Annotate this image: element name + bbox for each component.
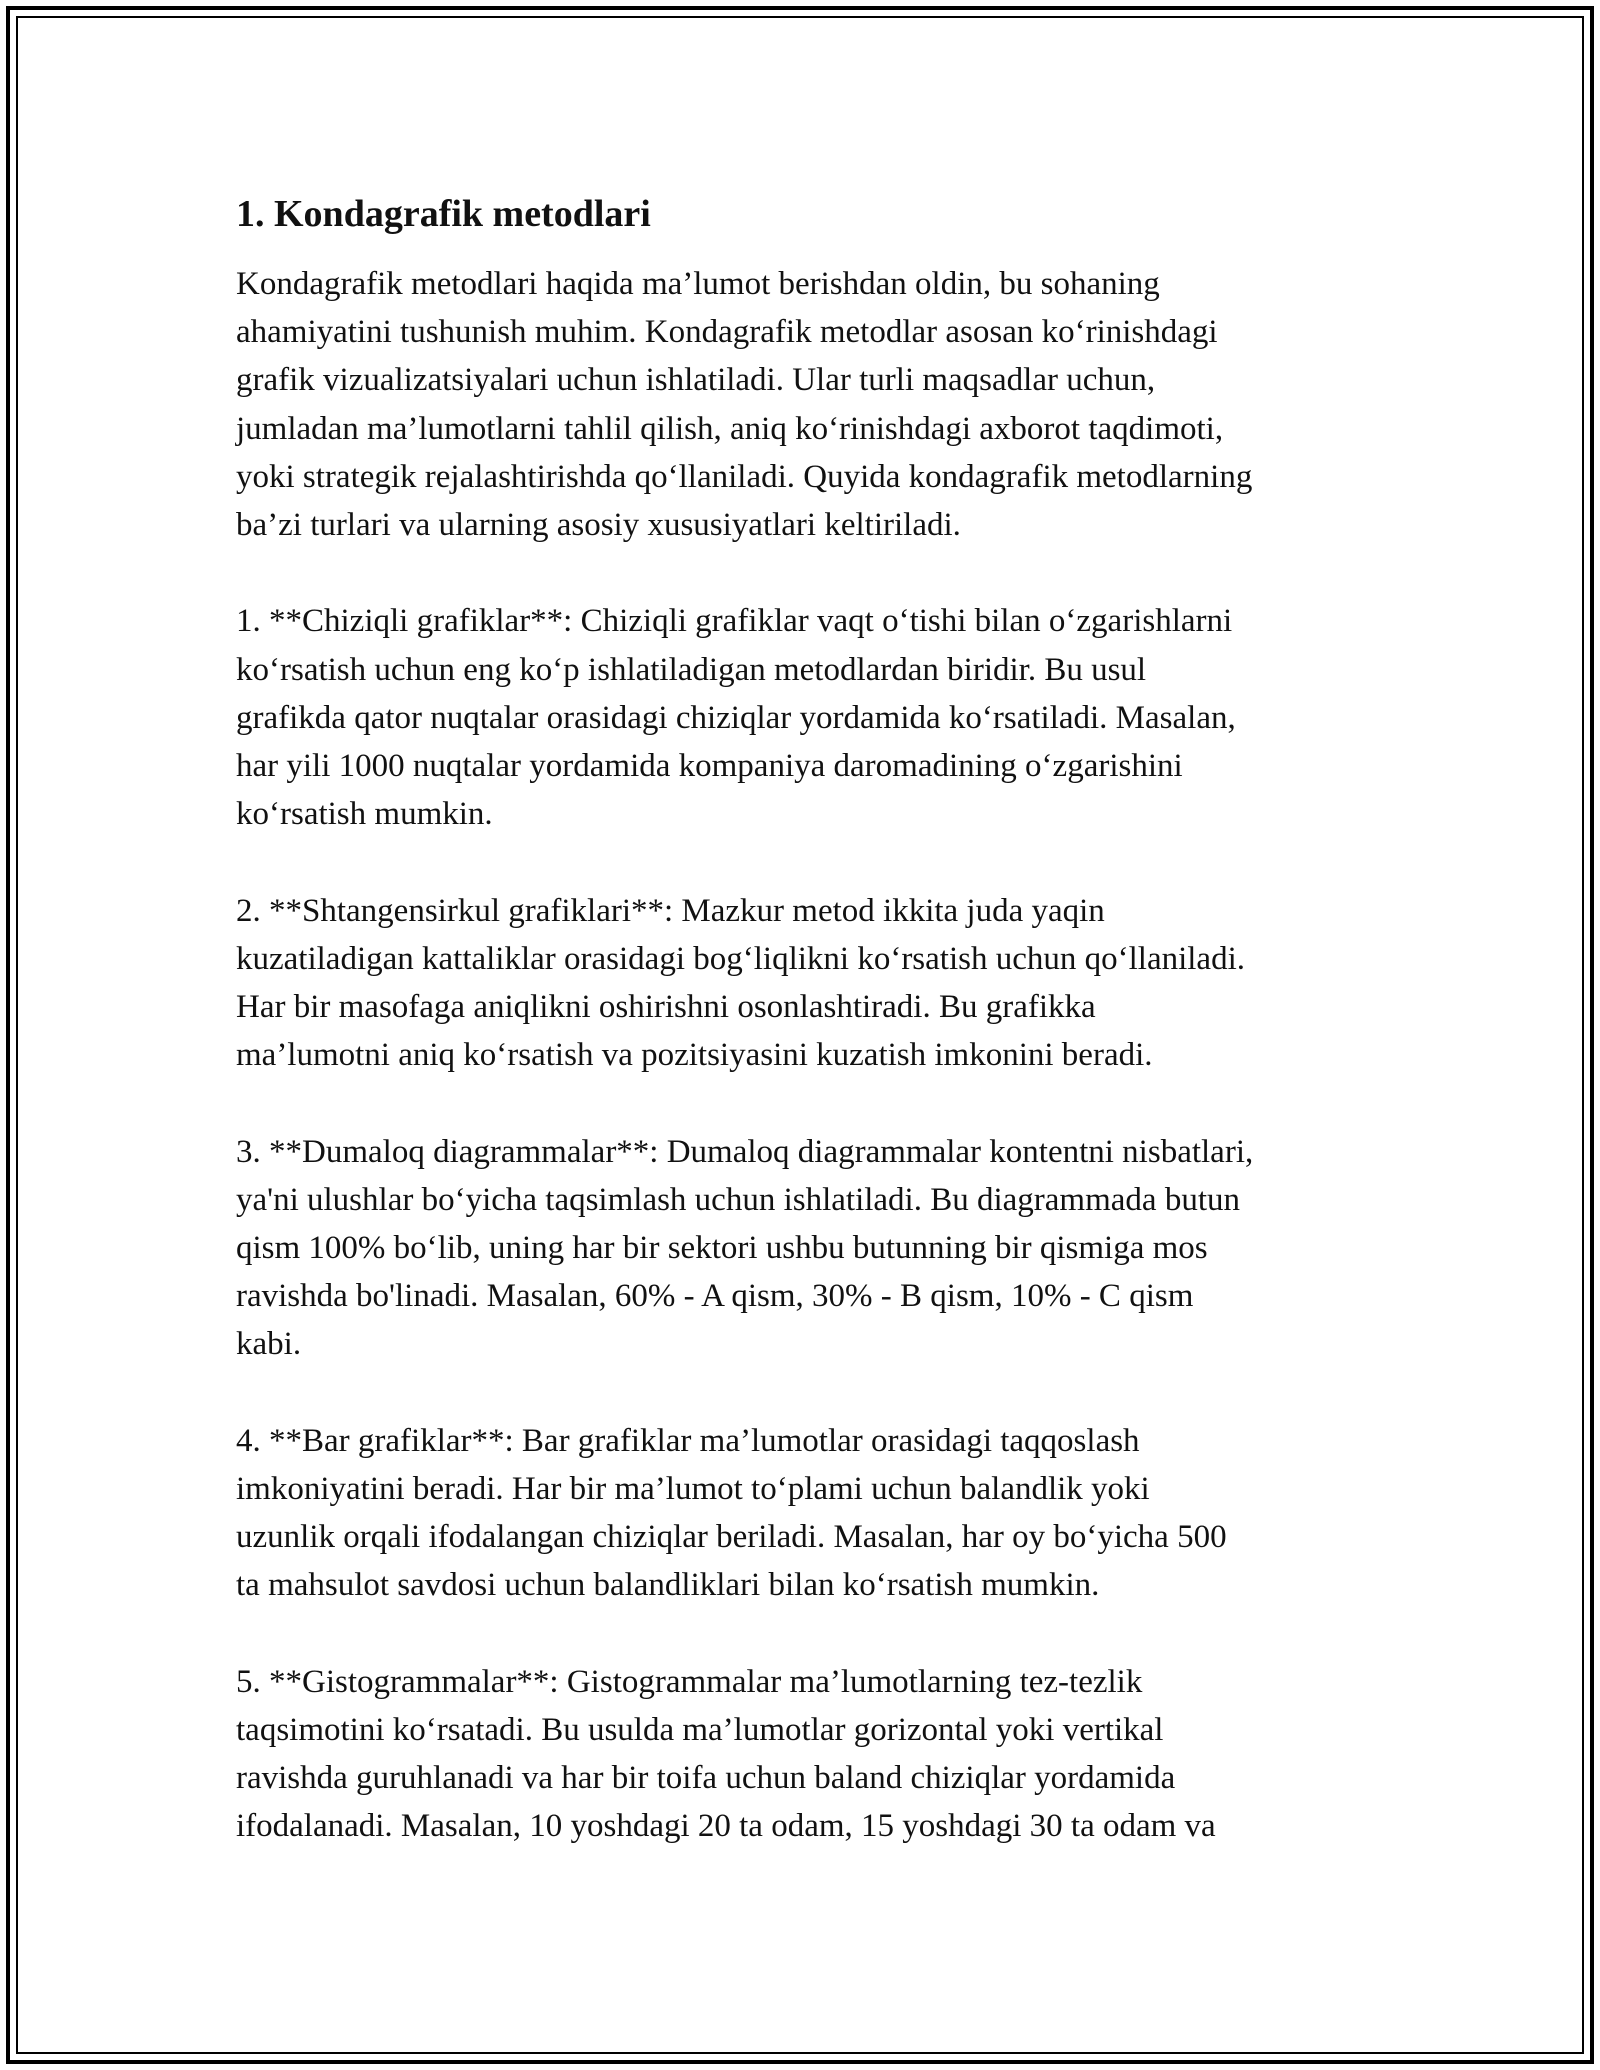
text-line: Kondagrafik metodlari haqida ma’lumot berishdan oldin, bu sohaning xyxy=(236,266,1160,302)
list-item-bar-charts xyxy=(236,1417,1376,1610)
section-heading: 1. Kondagrafik metodlari xyxy=(236,193,651,235)
text-line: imkoniyatini beradi. Har bir ma’lumot toʻplami uchun balandlik yoki xyxy=(236,1471,1150,1508)
text-line: 1. **Chiziqli grafiklar**: Chiziqli grafiklar vaqt oʻtishi bilan oʻzgarishlarni xyxy=(236,603,1233,640)
text-line: 3. **Dumaloq diagrammalar**: Dumaloq diagrammalar kontentni nisbatlari, xyxy=(236,1133,1254,1170)
text-line: grafikda qator nuqtalar orasidagi chiziqlar yordamida koʻrsatiladi. Masalan, xyxy=(236,699,1236,736)
text-line: qism 100% boʻlib, uning har bir sektori ushbu butunning bir qismiga mos xyxy=(236,1230,1208,1267)
text-line: ba’zi turlari va ularning asosiy xususiyatlari keltiriladi. xyxy=(236,507,961,544)
intro-paragraph xyxy=(236,260,1376,549)
text-line: uzunlik orqali ifodalangan chiziqlar beriladi. Masalan, har oy boʻyicha 500 xyxy=(236,1519,1227,1556)
text-line: ifodalanadi. Masalan, 10 yoshdagi 20 ta odam, 15 yoshdagi 30 ta odam va xyxy=(236,1808,1216,1845)
text-line: ya'ni ulushlar boʻyicha taqsimlash uchun ishlatiladi. Bu diagrammada butun xyxy=(236,1181,1240,1218)
list-item-histograms xyxy=(236,1658,1376,1851)
text-line: ta mahsulot savdosi uchun balandliklari bilan koʻrsatish mumkin. xyxy=(236,1567,1100,1604)
text-line: kuzatiladigan kattaliklar orasidagi bogʻliqlikni koʻrsatish uchun qoʻllaniladi. xyxy=(236,940,1245,977)
text-line: 5. **Gistogrammalar**: Gistogrammalar ma’lumotlarning tez-tezlik xyxy=(236,1663,1143,1700)
text-line: 2. **Shtangensirkul grafiklari**: Mazkur metod ikkita juda yaqin xyxy=(236,892,1105,929)
list-item-line-charts xyxy=(236,597,1376,838)
text-line: jumladan ma’lumotlarni tahlil qilish, aniq koʻrinishdagi axborot taqdimoti, xyxy=(236,410,1224,447)
text-line: koʻrsatish mumkin. xyxy=(236,796,493,833)
text-line: yoki strategik rejalashtirishda qoʻllaniladi. Quyida kondagrafik metodlarning xyxy=(236,458,1253,495)
text-line: koʻrsatish uchun eng koʻp ishlatiladigan metodlardan biridir. Bu usul xyxy=(236,651,1147,688)
text-line: ravishda guruhlanadi va har bir toifa uchun baland chiziqlar yordamida xyxy=(236,1760,1176,1797)
text-line: ma’lumotni aniq koʻrsatish va pozitsiyasini kuzatish imkonini beradi. xyxy=(236,1037,1153,1074)
document-body xyxy=(236,186,1376,1899)
text-line: taqsimotini koʻrsatadi. Bu usulda ma’lumotlar gorizontal yoki vertikal xyxy=(236,1712,1164,1749)
text-line: grafik vizualizatsiyalari uchun ishlatiladi. Ular turli maqsadlar uchun, xyxy=(236,362,1156,399)
text-line: 4. **Bar grafiklar**: Bar grafiklar ma’lumotlar orasidagi taqqoslash xyxy=(236,1422,1140,1459)
text-line: Har bir masofaga aniqlikni oshirishni osonlashtiradi. Bu grafikka xyxy=(236,989,1096,1026)
text-line: kabi. xyxy=(236,1326,302,1363)
text-line: har yili 1000 nuqtalar yordamida kompaniya daromadining oʻzgarishini xyxy=(236,748,1183,785)
list-item-pie-charts xyxy=(236,1128,1376,1369)
text-line: ravishda bo'linadi. Masalan, 60% - A qism, 30% - B qism, 10% - C qism xyxy=(236,1278,1194,1315)
list-item-caliper-charts xyxy=(236,887,1376,1080)
text-line: ahamiyatini tushunish muhim. Kondagrafik metodlar asosan koʻrinishdagi xyxy=(236,314,1218,351)
